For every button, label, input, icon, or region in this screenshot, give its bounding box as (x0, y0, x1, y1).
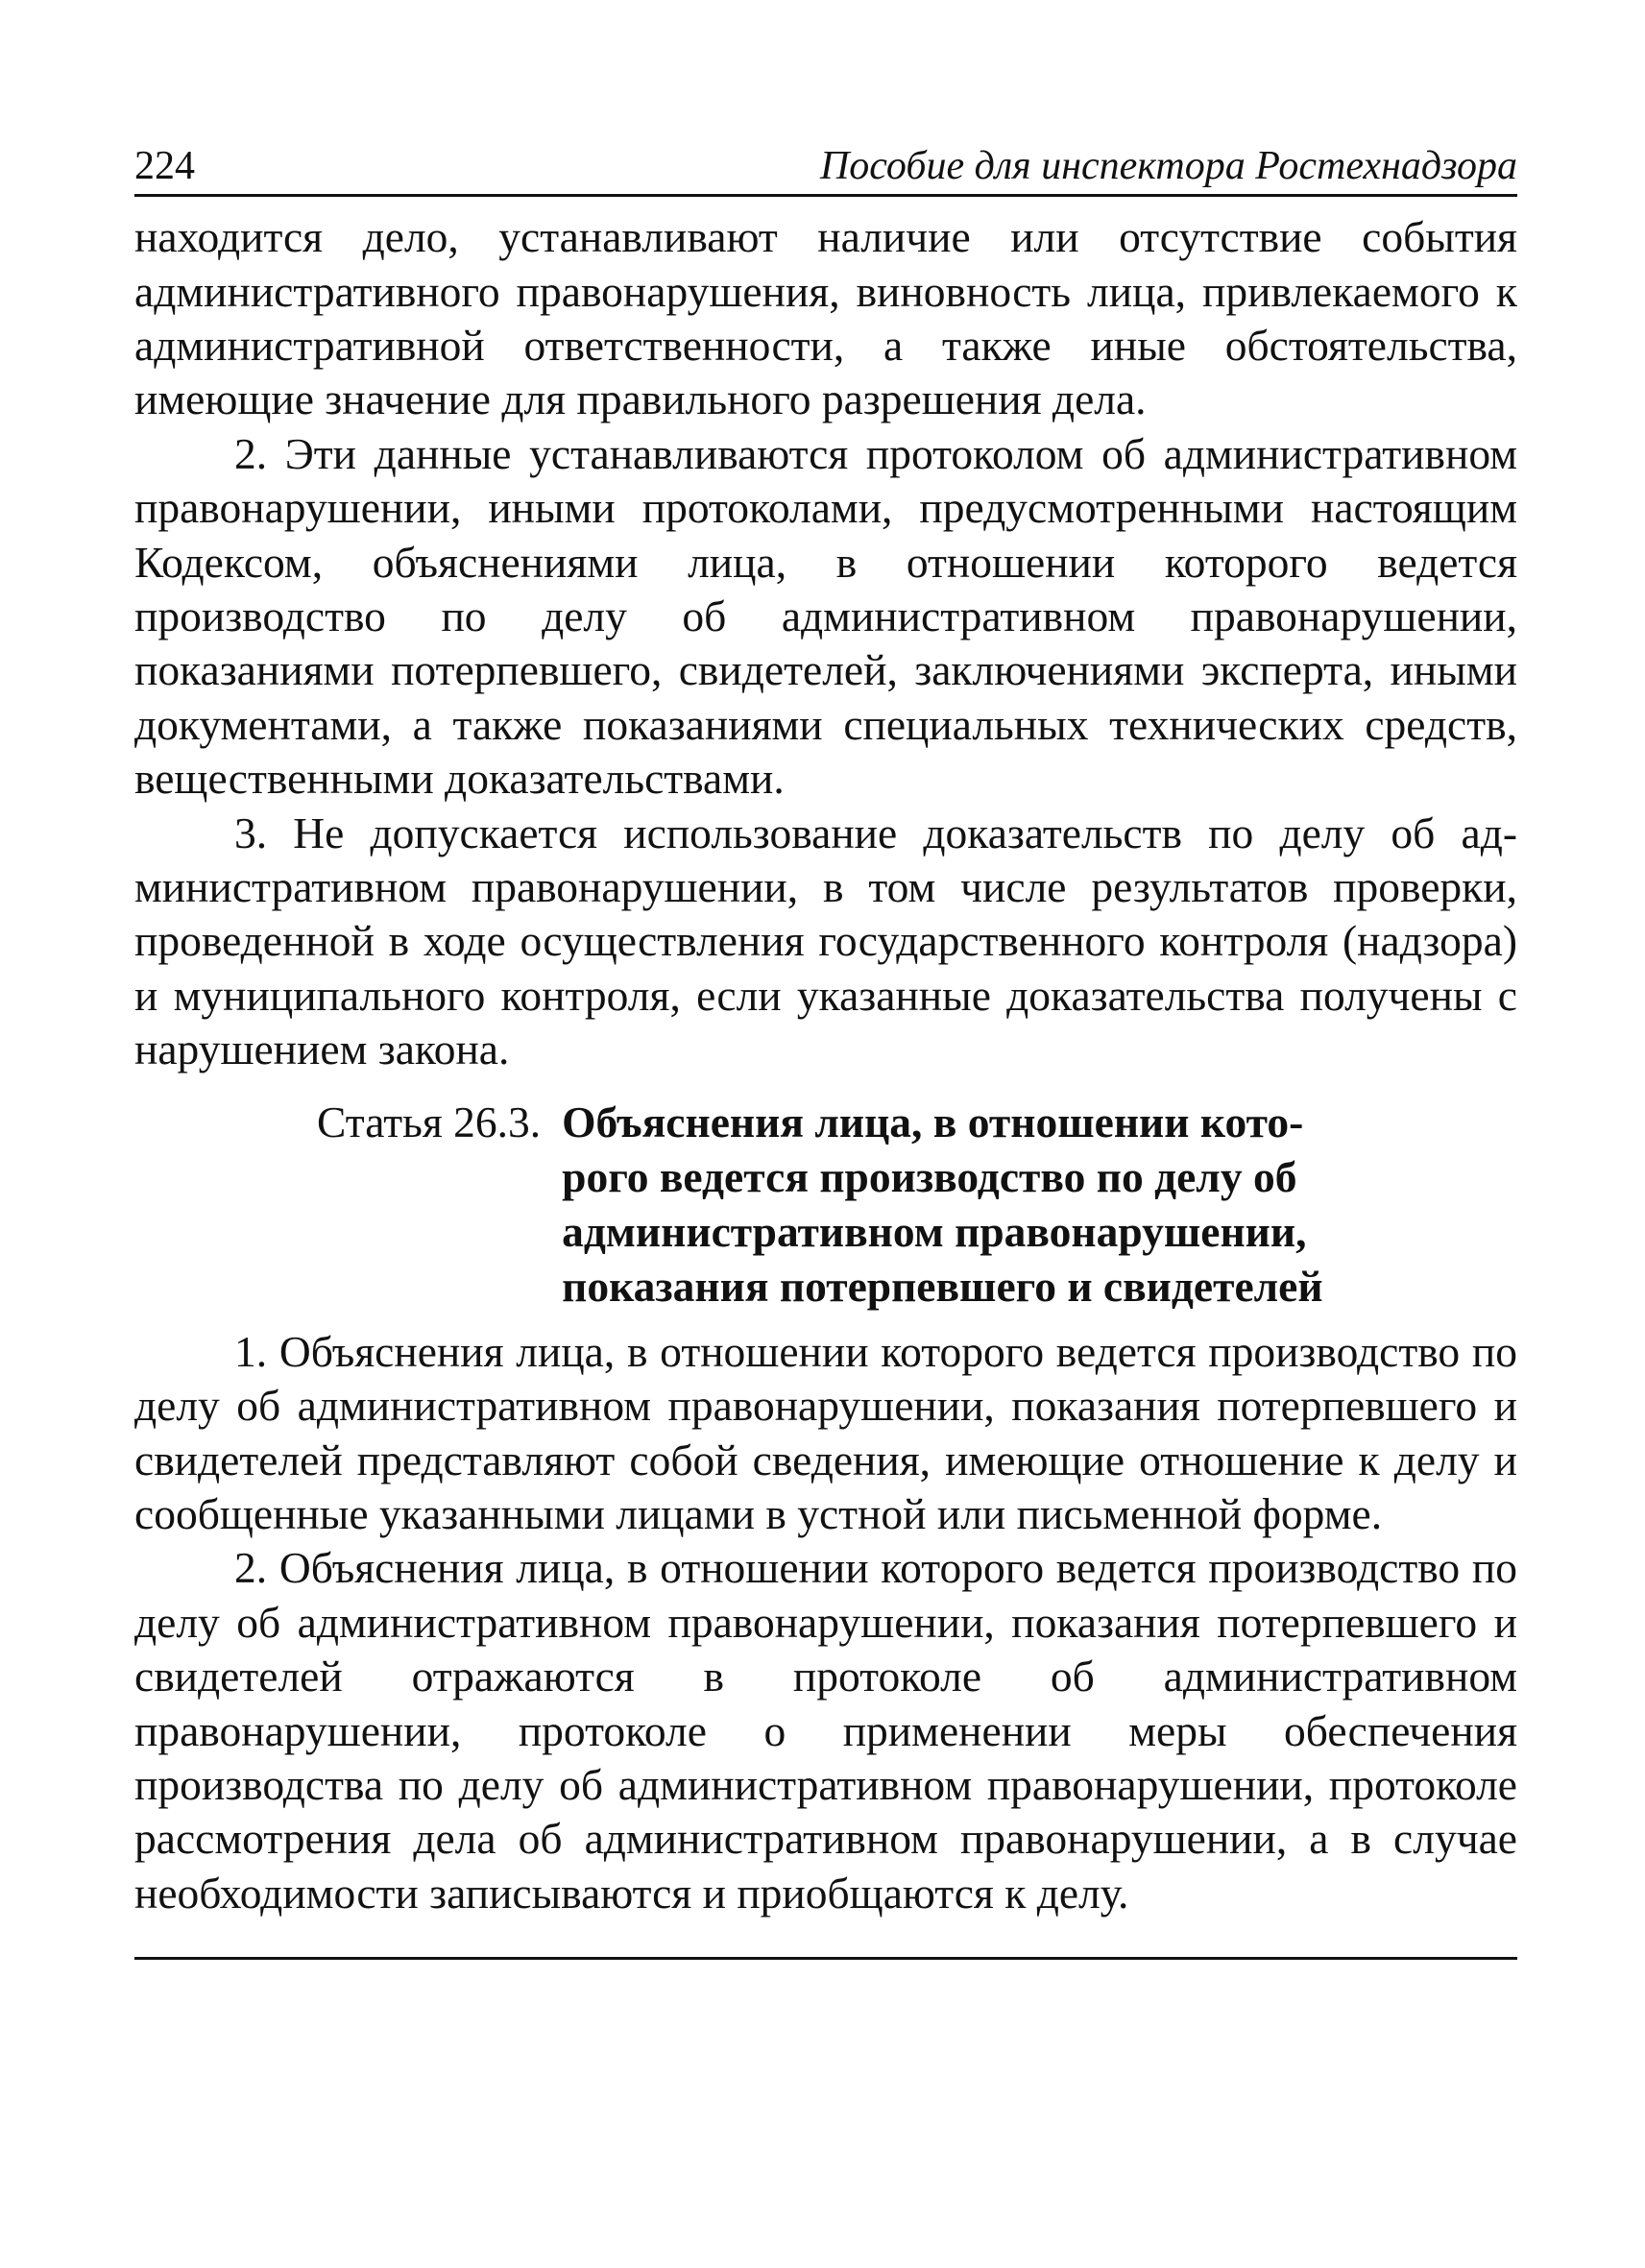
article-title (562, 1095, 1340, 1314)
book-page (134, 144, 1517, 1960)
body-text (134, 210, 1517, 1920)
running-header (134, 144, 1517, 197)
book-title: Пособие для инспектора Ростехнадзора (819, 144, 1517, 188)
article-label: Статья 26.3. (317, 1097, 542, 1146)
paragraph-continuation: находится дело, устанавливают наличие или отсутствие события административного правонарушения, виновность лица, привлекаемого к административной ответственности, а также иные обстоятельства, имеющие значение для правильного разрешения дела. (134, 212, 1517, 424)
article-heading (134, 1095, 1517, 1314)
article-title-line: показания потерпевшего и свидетелей (562, 1261, 1323, 1311)
paragraph-item-2: 2. Эти данные устанавливаются протоколом об административном правонарушении, иными протоколами, предусмотренными настоящим Кодексом, объяснениями лица, в отношении которого ведется производство по делу об административном правонарушении, показаниями потерпевшего, свидетелей, заключениями эксперта, иными документами, а также показаниями специальных технических средств, вещественными доказательствами. (134, 428, 1517, 804)
article-title-line: административном правонарушении, (562, 1206, 1307, 1256)
article-title-line: рого ведется производство по делу об (562, 1151, 1297, 1201)
paragraph-item-3: 3. Не допускается использование доказательств по делу об административном правонарушении, в том числе результатов проверки, проведенной в ходе осуществления государственного контроля (надзора) и муниципального контроля, если указанные доказательства получены с нарушением закона. (134, 808, 1517, 1074)
footer-rule (134, 1957, 1517, 1960)
article-paragraph-1: 1. Объяснения лица, в отношении которого ведется производство по делу об административном правонарушении, показания потерпевшего и свидетелей представляют собой сведения, имеющие отношение к делу и сообщенные указанными лицами в устной или письменной форме. (134, 1326, 1517, 1538)
page-number: 224 (134, 144, 195, 188)
article-paragraph-2: 2. Объяснения лица, в отношении которого ведется производство по делу об административном правонарушении, показания потерпевшего и свидетелей отражаются в протоколе об административном правонарушении, протоколе о применении меры обеспечения производства по делу об административном правонарушении, протоколе рассмотрения дела об административном правонарушении, а в случае необходимости записываются и приобщаются к делу. (134, 1543, 1517, 1918)
article-title-line: Объяснения лица, в отношении кото- (562, 1097, 1304, 1146)
